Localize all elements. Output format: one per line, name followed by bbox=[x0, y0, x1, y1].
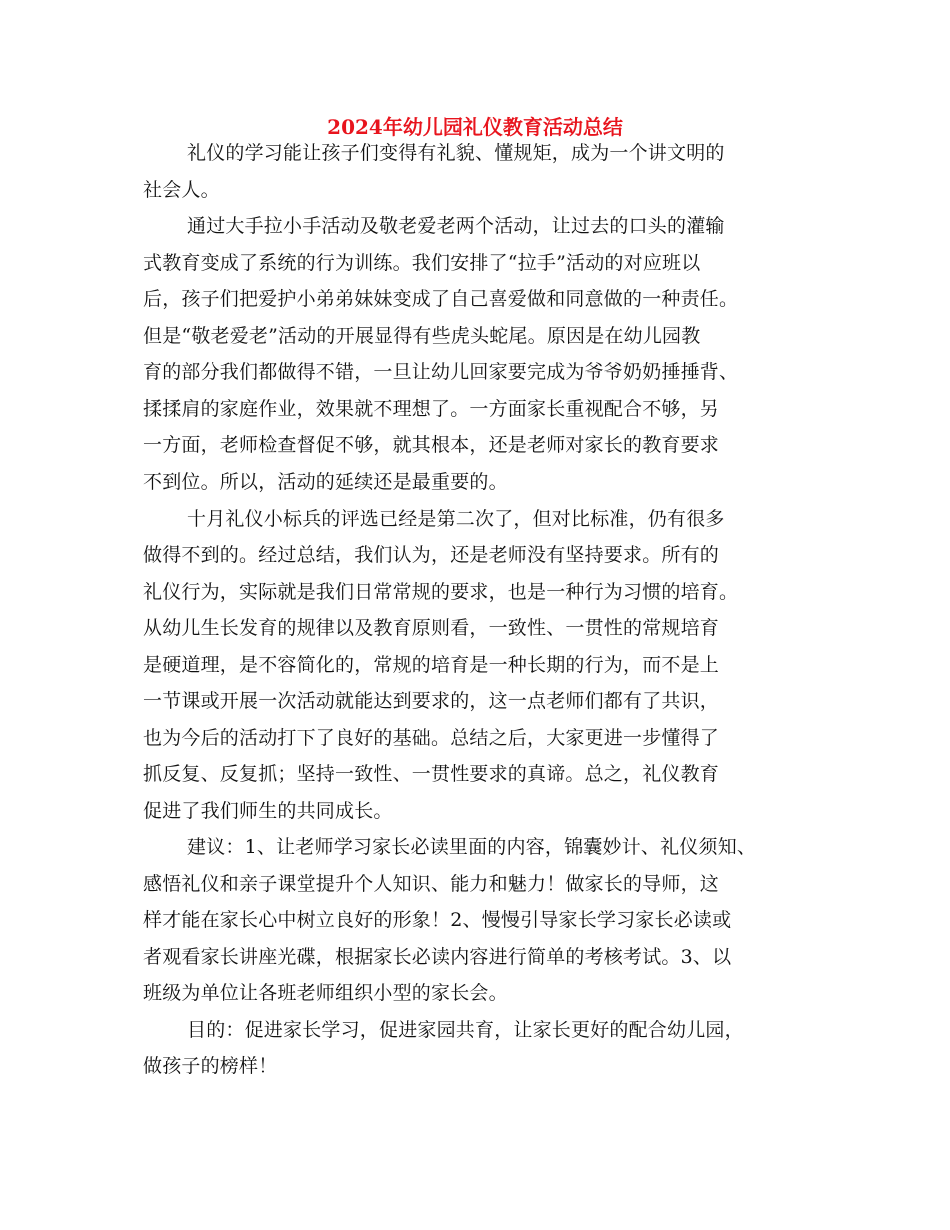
paragraph-line: 是硬道理，是不容简化的，常规的培育是一种长期的行为，而不是上 bbox=[143, 654, 720, 676]
paragraph-line: 后，孩子们把爱护小弟弟妹妹变成了自己喜爱做和同意做的一种责任。 bbox=[143, 288, 739, 310]
paragraph-line: 育的部分我们都做得不错，一旦让幼儿回家要完成为爷爷奶奶捶捶背、 bbox=[143, 361, 739, 383]
paragraph-line: 但是“敬老爱老”活动的开展显得有些虎头蛇尾。原因是在幼儿园教 bbox=[143, 325, 701, 347]
paragraph-line: 样才能在家长心中树立良好的形象！2、慢慢引导家长学习家长必读或 bbox=[143, 909, 732, 931]
paragraph-line: 促进了我们师生的共同成长。 bbox=[143, 800, 393, 822]
document-title: 2024年幼儿园礼仪教育活动总结 bbox=[327, 115, 623, 139]
paragraph-line: 从幼儿生长发育的规律以及教育原则看，一致性、一贯性的常规培育 bbox=[143, 617, 720, 639]
paragraph-line: 揉揉肩的家庭作业，效果就不理想了。一方面家长重视配合不够，另 bbox=[143, 398, 720, 420]
paragraph-line: 社会人。 bbox=[143, 179, 220, 201]
paragraph-line: 做得不到的。经过总结，我们认为，还是老师没有坚持要求。所有的 bbox=[143, 544, 720, 566]
paragraph-line: 感悟礼仪和亲子课堂提升个人知识、能力和魅力！做家长的导师，这 bbox=[143, 873, 720, 895]
paragraph-line: 不到位。所以，活动的延续还是最重要的。 bbox=[143, 471, 508, 493]
paragraph-line: 建议：1、让老师学习家长必读里面的内容，锦囊妙计、礼仪须知、 bbox=[187, 836, 757, 858]
paragraph-line: 礼仪行为，实际就是我们日常常规的要求，也是一种行为习惯的培育。 bbox=[143, 581, 739, 603]
paragraph-line: 也为今后的活动打下了良好的基础。总结之后，大家更进一步懂得了 bbox=[143, 727, 720, 749]
paragraph-line: 者观看家长讲座光碟，根据家长必读内容进行简单的考核考试。3、以 bbox=[143, 946, 732, 968]
paragraph-line: 式教育变成了系统的行为训练。我们安排了“拉手”活动的对应班以 bbox=[143, 252, 701, 274]
paragraph-line: 目的：促进家长学习，促进家园共育，让家长更好的配合幼儿园， bbox=[187, 1019, 744, 1041]
paragraph-line: 一节课或开展一次活动就能达到要求的，这一点老师们都有了共识， bbox=[143, 690, 720, 712]
paragraph-line: 做孩子的榜样！ bbox=[143, 1055, 278, 1077]
paragraph-line: 通过大手拉小手活动及敬老爱老两个活动，让过去的口头的灌输 bbox=[187, 215, 725, 237]
paragraph-line: 抓反复、反复抓；坚持一致性、一贯性要求的真谛。总之，礼仪教育 bbox=[143, 763, 720, 785]
paragraph-line: 班级为单位让各班老师组织小型的家长会。 bbox=[143, 982, 508, 1004]
paragraph-line: 礼仪的学习能让孩子们变得有礼貌、懂规矩，成为一个讲文明的 bbox=[187, 142, 725, 164]
paragraph-line: 十月礼仪小标兵的评选已经是第二次了，但对比标准，仍有很多 bbox=[187, 508, 725, 530]
paragraph-line: 一方面，老师检查督促不够，就其根本，还是老师对家长的教育要求 bbox=[143, 434, 720, 456]
